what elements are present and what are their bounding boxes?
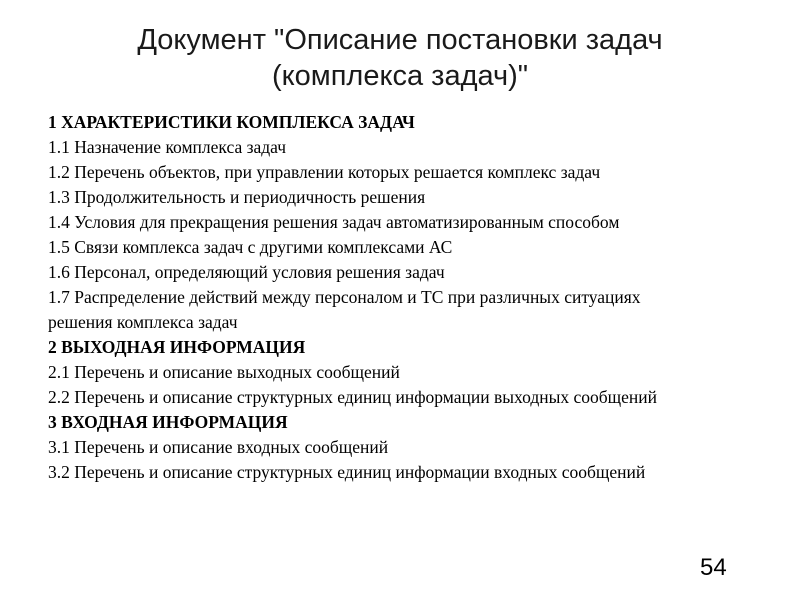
title-line-1: Документ "Описание постановки задач <box>137 24 663 56</box>
list-item: 2.2 Перечень и описание структурных единиц информации выходных сообщений <box>48 387 657 407</box>
section-heading: 2 ВЫХОДНАЯ ИНФОРМАЦИЯ <box>48 337 306 357</box>
title-line-2: (комплекса задач)" <box>271 60 529 92</box>
list-item: 1.7 Распределение действий между персоналом и ТС при различных ситуациях <box>48 287 641 307</box>
page-title <box>0 22 800 94</box>
page-number: 54 <box>700 554 727 581</box>
list-item: 1.5 Связи комплекса задач с другими комплексами АС <box>48 237 453 257</box>
section-heading: 1 ХАРАКТЕРИСТИКИ КОМПЛЕКСА ЗАДАЧ <box>48 112 415 132</box>
section-heading: 3 ВХОДНАЯ ИНФОРМАЦИЯ <box>48 412 288 432</box>
list-item: 3.2 Перечень и описание структурных единиц информации входных сообщений <box>48 462 646 482</box>
list-item: 1.2 Перечень объектов, при управлении которых решается комплекс задач <box>48 162 601 182</box>
document-outline <box>48 110 788 485</box>
list-item: 1.3 Продолжительность и периодичность решения <box>48 187 426 207</box>
list-item: 1.1 Назначение комплекса задач <box>48 137 287 157</box>
list-item: 1.4 Условия для прекращения решения задач автоматизированным способом <box>48 212 620 232</box>
list-item: 2.1 Перечень и описание выходных сообщений <box>48 362 400 382</box>
list-item: 1.6 Персонал, определяющий условия решения задач <box>48 262 445 282</box>
list-item: 3.1 Перечень и описание входных сообщений <box>48 437 389 457</box>
list-item: решения комплекса задач <box>48 312 238 332</box>
